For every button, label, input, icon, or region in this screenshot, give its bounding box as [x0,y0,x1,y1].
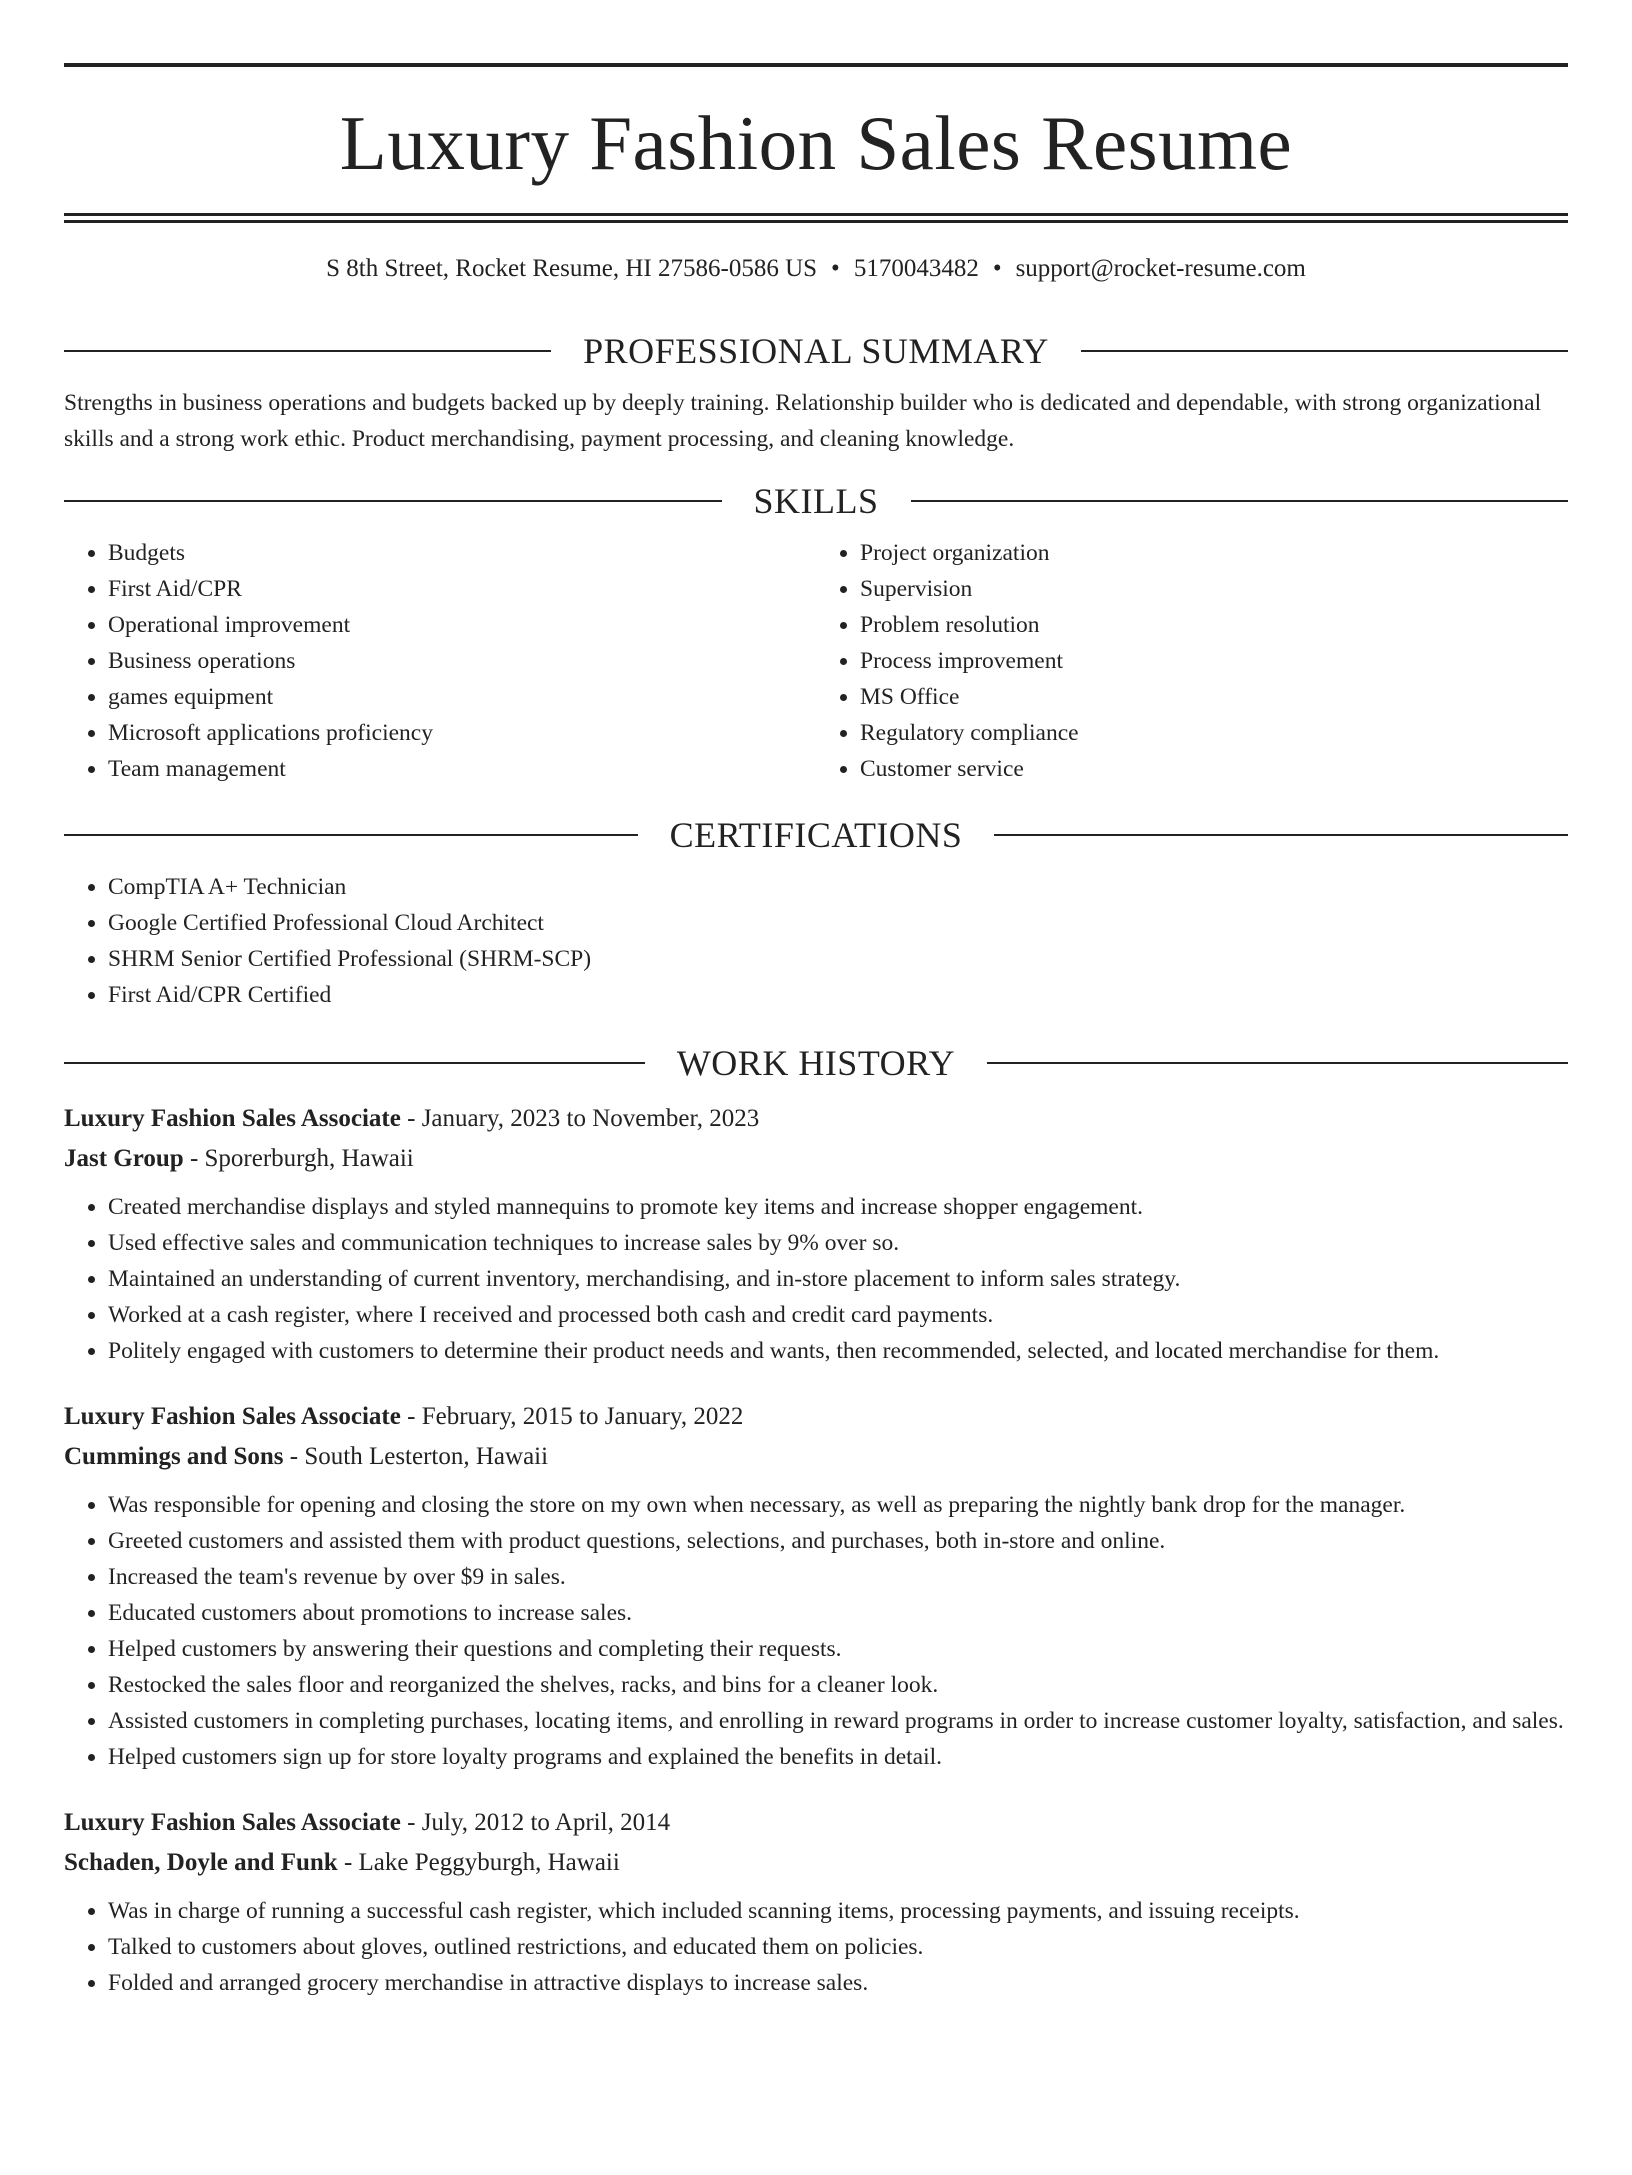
job-entry [64,1099,1568,1369]
skills-heading: SKILLS [753,481,879,521]
job-title: Luxury Fashion Sales Associate [64,1809,401,1836]
certification-item: • CompTIA A+ Technician [108,869,1568,905]
summary-heading: PROFESSIONAL SUMMARY [583,331,1049,371]
job-title-line: Luxury Fashion Sales Associate - February, 2015 to January, 2022 [64,1403,744,1430]
skill-item: • Microsoft applications proficiency [108,715,816,751]
job-bullet: • Educated customers about promotions to increase sales. [108,1595,1568,1631]
job-bullet: • Was responsible for opening and closing the store on my own when necessary, as well as preparing the nightly bank drop for the manager. [108,1487,1568,1523]
certifications-section-heading [64,813,1568,857]
heading-rule-left [64,500,722,502]
job-bullet: • Folded and arranged grocery merchandise in attractive displays to increase sales. [108,1965,1568,2001]
skill-item: • Supervision [860,571,1568,607]
contact-separator: • [992,255,1002,282]
job-entry [64,1397,1568,1775]
resume-page [0,63,1632,2175]
skill-item: • Business operations [108,643,816,679]
certification-item: • SHRM Senior Certified Professional (SHRM-SCP) [108,941,1568,977]
certification-item: • First Aid/CPR Certified [108,977,1568,1013]
resume-title: Luxury Fashion Sales Resume [339,100,1293,186]
work-section-heading [64,1041,1568,1085]
skill-item: • First Aid/CPR [108,571,816,607]
job-location: Sporerburgh, Hawaii [204,1145,414,1172]
skills-section-heading [64,479,1568,523]
heading-rule-right [994,834,1568,836]
certifications-heading: CERTIFICATIONS [669,815,963,855]
job-dates: February, 2015 to January, 2022 [421,1403,744,1430]
job-bullet: • Used effective sales and communication techniques to increase sales by 9% over so. [108,1225,1568,1261]
skills-list-right [816,535,1568,787]
job-bullet: • Politely engaged with customers to determine their product needs and wants, then recommended, selected, and located merchandise for them. [108,1333,1568,1369]
job-entry [64,1803,1568,2001]
skill-item: • games equipment [108,679,816,715]
certifications-list [64,869,1568,1013]
skill-item: • MS Office [860,679,1568,715]
title-double-rule [64,213,1568,223]
job-company-line: Jast Group - Sporerburgh, Hawaii [64,1145,414,1172]
job-bullet: • Created merchandise displays and styled mannequins to promote key items and increase shopper engagement. [108,1189,1568,1225]
job-location: South Lesterton, Hawaii [304,1443,549,1470]
heading-rule-left [64,834,638,836]
job-bullet: • Talked to customers about gloves, outlined restrictions, and educated them on policies. [108,1929,1568,1965]
contact-separator: • [831,255,840,282]
job-bullet: • Greeted customers and assisted them with product questions, selections, and purchases, both in-store and online. [108,1523,1568,1559]
skill-item: • Regulatory compliance [860,715,1568,751]
skill-item: • Operational improvement [108,607,816,643]
skills-list-left [64,535,816,787]
skill-item: • Problem resolution [860,607,1568,643]
job-company: Cummings and Sons [64,1443,284,1470]
skill-item: • Customer service [860,751,1568,787]
skill-item: • Project organization [860,535,1568,571]
job-bullet: • Was in charge of running a successful cash register, which included scanning items, processing payments, and issuing receipts. [108,1893,1568,1929]
job-title: Luxury Fashion Sales Associate [64,1105,401,1132]
skill-item: • Process improvement [860,643,1568,679]
heading-rule-left [64,1062,645,1064]
job-title-line: Luxury Fashion Sales Associate - July, 2012 to April, 2014 [64,1809,671,1836]
job-company-line: Cummings and Sons - South Lesterton, Hawaii [64,1443,549,1470]
summary-text: Strengths in business operations and budgets backed up by deeply training. Relationship builder who is dedicated and dependable, with strong organizational skills and a strong work ethic. Product merchandising, payment processing, and cleaning knowledge. [64,390,1542,452]
contact-address: S 8th Street, Rocket Resume, HI 27586-0586 US [326,255,818,282]
work-heading: WORK HISTORY [676,1043,956,1083]
job-bullet: • Helped customers sign up for store loyalty programs and explained the benefits in detail. [108,1739,1568,1775]
summary-section-heading [64,329,1568,373]
heading-rule-right [1081,350,1568,352]
heading-rule-right [911,500,1569,502]
top-rule [64,63,1568,67]
heading-rule-right [987,1062,1568,1064]
job-company-line: Schaden, Doyle and Funk - Lake Peggyburgh, Hawaii [64,1849,620,1876]
job-location: Lake Peggyburgh, Hawaii [358,1849,620,1876]
job-company: Jast Group [64,1145,184,1172]
job-bullet: • Restocked the sales floor and reorganized the shelves, racks, and bins for a cleaner look. [108,1667,1568,1703]
skill-item: • Budgets [108,535,816,571]
contact-email: support@rocket-resume.com [1015,255,1306,282]
job-company: Schaden, Doyle and Funk [64,1849,338,1876]
job-dates: January, 2023 to November, 2023 [421,1105,760,1132]
job-bullets [64,1487,1568,1775]
job-title-line: Luxury Fashion Sales Associate - January, 2023 to November, 2023 [64,1105,760,1132]
job-bullet: • Maintained an understanding of current inventory, merchandising, and in-store placement to inform sales strategy. [108,1261,1568,1297]
job-bullets [64,1893,1568,2001]
contact-line [64,253,1568,285]
skills-grid [64,535,1568,787]
skill-item: • Team management [108,751,816,787]
job-bullet: • Helped customers by answering their questions and completing their requests. [108,1631,1568,1667]
certification-item: • Google Certified Professional Cloud Architect [108,905,1568,941]
job-dates: July, 2012 to April, 2014 [421,1809,671,1836]
job-bullet: • Increased the team's revenue by over $9 in sales. [108,1559,1568,1595]
job-bullet: • Assisted customers in completing purchases, locating items, and enrolling in reward programs in order to increase customer loyalty, satisfaction, and sales. [108,1703,1568,1739]
job-title: Luxury Fashion Sales Associate [64,1403,401,1430]
heading-rule-left [64,350,551,352]
job-bullet: • Worked at a cash register, where I received and processed both cash and credit card payments. [108,1297,1568,1333]
job-bullets [64,1189,1568,1369]
contact-phone: 5170043482 [853,255,979,282]
